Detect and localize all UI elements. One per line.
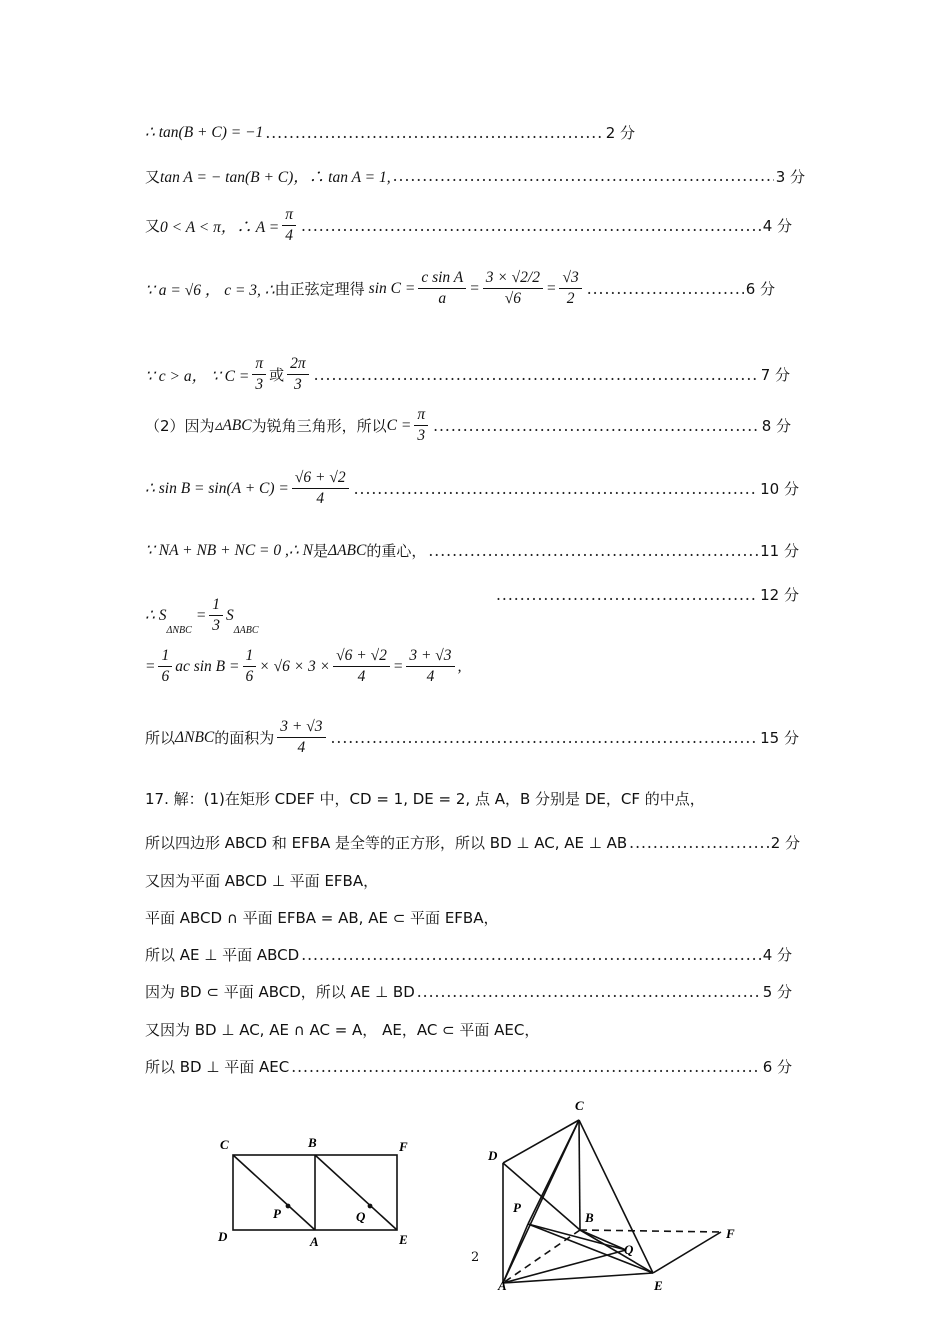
line-11-cn2: 的面积为	[214, 729, 275, 747]
line-3-prefix: 又	[145, 217, 161, 235]
fraction	[243, 646, 257, 687]
line-9-expr-c: S	[226, 606, 234, 624]
line-5	[145, 354, 790, 395]
fraction-den: a	[438, 290, 447, 307]
label-b: B	[308, 1135, 317, 1150]
fraction-den: 4	[426, 668, 435, 685]
q17-line-6-score: 5 分	[762, 983, 792, 1001]
fraction	[292, 468, 349, 509]
leader-dots	[587, 280, 744, 298]
page-number: 2	[471, 1250, 480, 1265]
fraction	[252, 354, 266, 395]
label-b: B	[585, 1210, 594, 1225]
leader-dots	[265, 124, 603, 142]
fraction	[559, 268, 581, 309]
line-8-expr: ∵ NA + NB + NC = 0 ,∴ N	[145, 542, 313, 559]
line-11-score: 15 分	[760, 729, 799, 747]
label-q: Q	[624, 1242, 634, 1257]
label-c: C	[220, 1137, 229, 1152]
fraction-num: √6 + √2	[333, 646, 390, 667]
fraction-den: 4	[297, 739, 306, 756]
leader-dots	[291, 1058, 760, 1076]
line-11	[145, 717, 799, 758]
leader-dots	[301, 946, 760, 964]
equals: =	[469, 279, 480, 297]
q17-line-8	[145, 1056, 792, 1077]
line-8	[145, 540, 799, 561]
q17-line-2-text: 所以四边形 ABCD 和 EFBA 是全等的正方形，所以 BD ⊥ AC, AE ⊥ AB	[145, 834, 628, 852]
q17-line-4: 平面 ABCD ∩ 平面 EFBA = AB, AE ⊂ 平面 EFBA，	[145, 909, 499, 927]
label-p: P	[273, 1206, 281, 1221]
fraction-num: π	[252, 354, 266, 375]
label-p: P	[513, 1200, 521, 1215]
label-e: E	[399, 1232, 408, 1247]
fraction-den: 6	[161, 668, 170, 685]
q17-line-6-text: 因为 BD ⊂ 平面 ABCD，所以 AE ⊥ BD	[145, 983, 415, 1001]
fraction-den: 4	[357, 668, 366, 685]
solid-figure	[478, 1090, 753, 1290]
leader-dots	[301, 217, 761, 235]
q17-line-6	[145, 981, 792, 1002]
edge-cp	[528, 1120, 579, 1224]
leader-dots	[417, 983, 761, 1001]
q17-line-7: 又因为 BD ⊥ AC, AE ∩ AC = A， AE，AC ⊂ 平面 AEC，	[145, 1021, 540, 1039]
line-8-cn: 是	[312, 542, 328, 560]
rectangle-figure	[205, 1125, 420, 1255]
line-3	[145, 205, 792, 246]
subscript: ΔABC	[233, 625, 259, 636]
edge-ef	[653, 1232, 721, 1273]
line-1	[145, 122, 635, 143]
fraction	[333, 646, 390, 687]
label-q: Q	[356, 1209, 366, 1224]
line-5-or: 或	[269, 366, 285, 384]
leader-dots	[428, 542, 758, 560]
subscript: ΔNBC	[166, 625, 192, 636]
leader-dots	[496, 586, 758, 604]
q17-line-2	[145, 832, 800, 853]
line-10-expr-e: ,	[457, 657, 462, 675]
q17-line-1: 17. 解：(1)在矩形 CDEF 中，CD = 1, DE = 2, 点 A，B 分别是 DE，CF 的中点，	[145, 790, 705, 808]
label-a: A	[310, 1234, 319, 1249]
fraction-den: 2	[566, 290, 575, 307]
fraction-num: 3 + √3	[406, 646, 454, 667]
line-6-cn2: 为锐角三角形，所以	[251, 417, 387, 435]
label-f: F	[726, 1226, 735, 1241]
edge-db	[503, 1163, 580, 1230]
line-6-cn: （2）因为	[145, 417, 215, 435]
fraction-num: 1	[243, 646, 257, 667]
line-5-expr: ∵ c > a， ∵ C =	[145, 367, 250, 385]
fraction	[406, 646, 454, 687]
hidden-edge-bf	[580, 1230, 721, 1232]
line-7-expr: ∴ sin B = sin(A + C) =	[145, 480, 289, 497]
segment-qa	[503, 1250, 626, 1283]
line-5-score: 7 分	[760, 366, 790, 384]
fraction	[483, 268, 543, 309]
equals: =	[545, 279, 557, 297]
line-2-score: 3 分	[775, 167, 805, 186]
line-4-cn: 由正弦定理得	[274, 280, 365, 298]
line-7-score: 10 分	[760, 480, 799, 498]
line-10-expr-b: ac sin B =	[175, 657, 240, 675]
q17-line-3: 又因为平面 ABCD ⊥ 平面 EFBA，	[145, 872, 379, 890]
line-9-score-row	[494, 584, 799, 605]
line-4-score: 6 分	[745, 280, 775, 298]
label-e: E	[654, 1278, 663, 1290]
fraction-num: √6 + √2	[292, 468, 349, 489]
label-d: D	[488, 1148, 498, 1163]
line-10	[145, 646, 461, 687]
point-p	[286, 1204, 291, 1209]
fraction	[418, 268, 466, 309]
line-10-expr-d: =	[392, 657, 404, 675]
line-6-expr-a: ▵ABC	[214, 417, 252, 434]
q17-line-8-text: 所以 BD ⊥ 平面 AEC	[145, 1058, 290, 1076]
label-a: A	[498, 1278, 507, 1290]
fraction	[158, 646, 172, 687]
fraction	[209, 595, 223, 636]
fraction-den: √6	[504, 290, 521, 307]
q17-line-5-text: 所以 AE ⊥ 平面 ABCD	[145, 946, 300, 964]
line-8-expr-b: ΔABC	[327, 541, 367, 559]
q17-line-5-score: 4 分	[762, 946, 792, 964]
line-8-cn2: 的重心，	[366, 542, 427, 560]
fraction-num: 3 + √3	[277, 717, 325, 738]
fraction-den: 3	[255, 376, 264, 393]
line-11-cn: 所以	[145, 729, 176, 747]
line-4-expr-a: ∵ a = √6 ， c = 3, ∴	[145, 281, 275, 299]
leader-dots	[354, 480, 759, 498]
fraction	[282, 205, 296, 246]
fraction-num: 2π	[287, 354, 309, 375]
line-11-expr: ΔNBC	[175, 728, 215, 746]
line-3-score: 4 分	[762, 217, 792, 235]
edge-ce	[579, 1120, 653, 1273]
line-1-score: 2 分	[605, 124, 635, 142]
fraction-num: π	[282, 205, 296, 226]
line-1-expr: ∴ tan(B + C) = −1	[145, 124, 264, 141]
leader-dots	[433, 417, 760, 435]
line-9-score: 12 分	[760, 586, 799, 604]
fraction-den: 4	[285, 227, 294, 244]
line-6-expr-b: C =	[386, 416, 412, 434]
fraction-den: 3	[417, 427, 426, 444]
fraction	[287, 354, 309, 395]
fraction-num: π	[414, 405, 428, 426]
fraction-num: √3	[559, 268, 581, 289]
label-d: D	[218, 1229, 228, 1244]
edge-cb	[579, 1120, 580, 1230]
fraction-den: 3	[294, 376, 302, 393]
line-6	[145, 405, 791, 446]
fraction	[277, 717, 325, 758]
line-10-expr-a: =	[145, 657, 156, 675]
point-q	[368, 1204, 373, 1209]
line-3-expr: 0 < A < π，∴ A =	[160, 218, 280, 236]
fraction	[414, 405, 428, 446]
line-10-expr-c: × √6 × 3 ×	[259, 657, 331, 675]
leader-dots	[393, 167, 774, 185]
line-2-expr: tan A = − tan(B + C)，∴ tan A = 1,	[160, 169, 391, 186]
line-9-expr-a: ∴ S	[145, 607, 167, 624]
edge-ae	[503, 1273, 653, 1283]
fraction-den: 3	[212, 617, 221, 634]
line-6-score: 8 分	[761, 417, 791, 435]
fraction-num: 1	[158, 646, 172, 667]
line-8-score: 11 分	[760, 542, 799, 560]
leader-dots	[314, 366, 759, 384]
q17-line-8-score: 6 分	[762, 1058, 792, 1076]
fraction-den: 6	[245, 668, 254, 685]
fraction-num: c sin A	[418, 268, 466, 289]
line-7	[145, 468, 799, 509]
line-2	[145, 165, 805, 187]
fraction-num: 1	[209, 595, 223, 616]
q17-line-5	[145, 944, 792, 965]
fraction-den: 4	[316, 490, 325, 507]
line-9	[145, 595, 259, 636]
fraction-num: 3 × √2/2	[483, 268, 543, 289]
line-9-expr-b: =	[195, 606, 207, 624]
label-c: C	[575, 1098, 584, 1113]
label-f: F	[399, 1139, 408, 1154]
leader-dots	[331, 729, 759, 747]
leader-dots	[629, 834, 769, 852]
line-2-prefix: 又	[145, 167, 161, 186]
line-4	[145, 268, 775, 309]
q17-line-2-score: 2 分	[770, 834, 800, 852]
line-4-expr-b: sin C =	[368, 279, 416, 297]
